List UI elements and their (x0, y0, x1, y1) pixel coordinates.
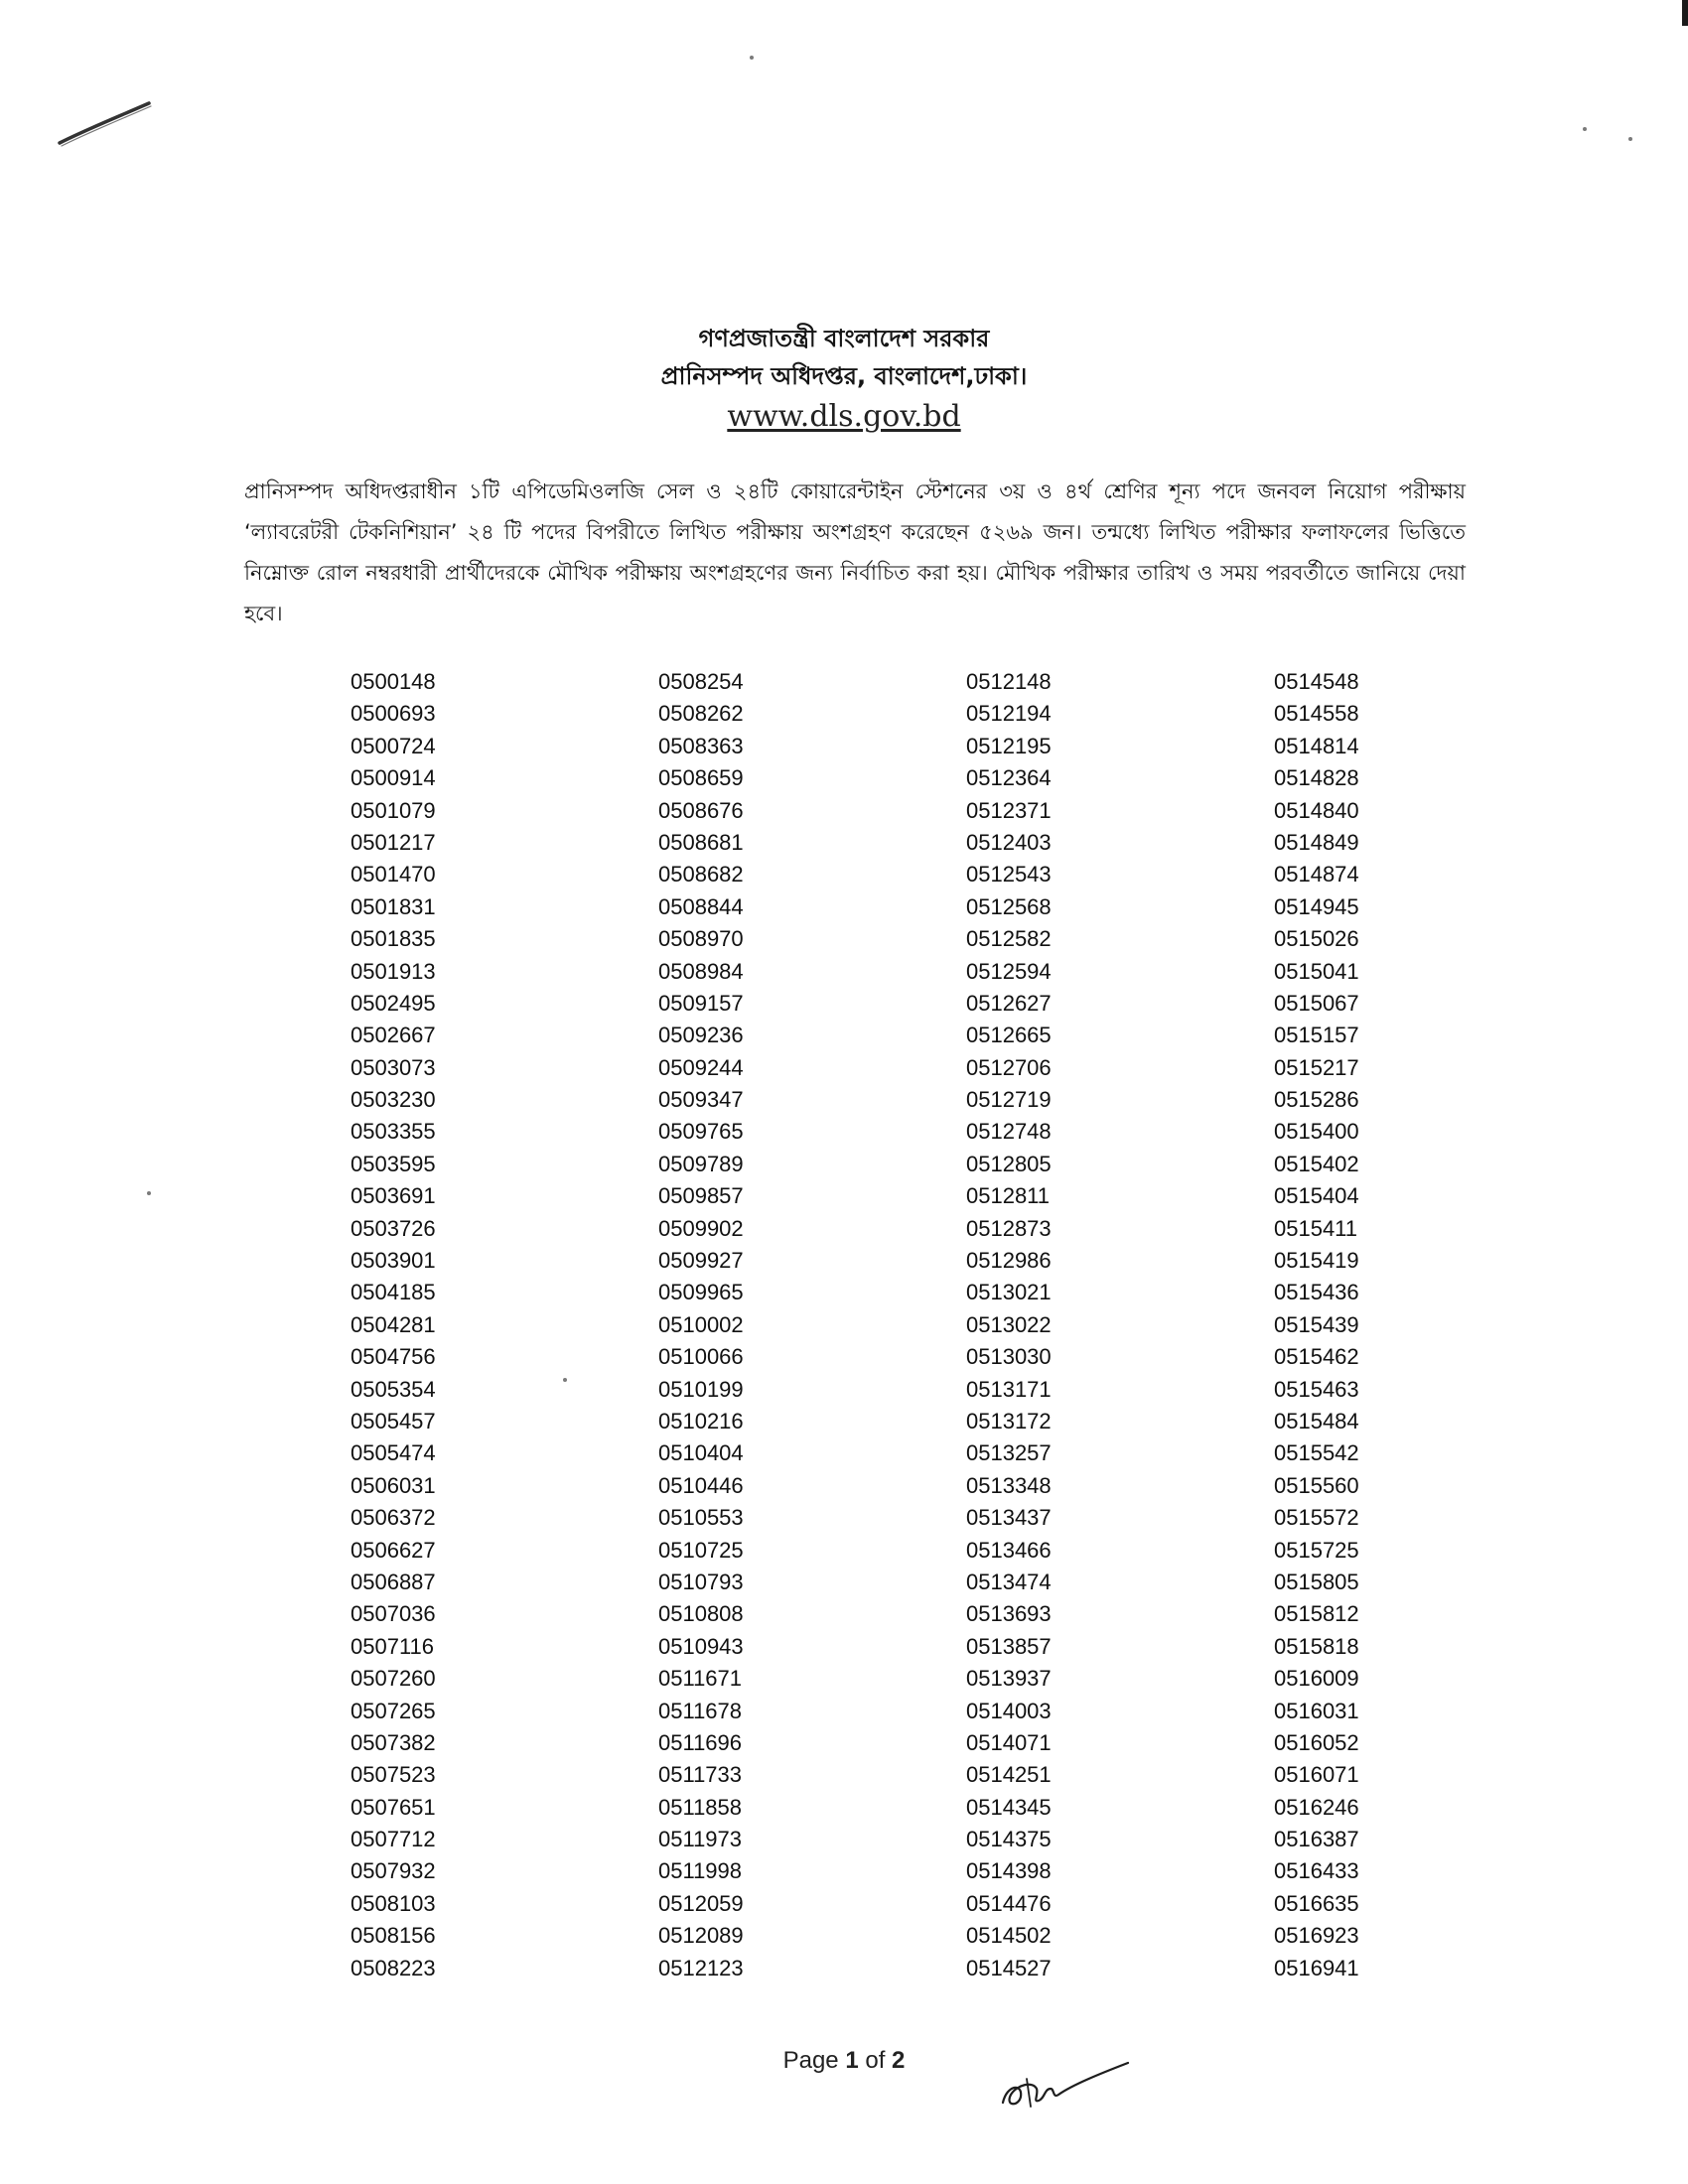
scan-speck (147, 1191, 151, 1195)
roll-number: 0508156 (351, 1923, 436, 1949)
roll-number: 0512059 (658, 1890, 744, 1916)
website-link[interactable]: www.dls.gov.bd (727, 399, 961, 434)
roll-number: 0503901 (351, 1248, 436, 1274)
roll-number: 0508363 (658, 733, 744, 758)
roll-number: 0509157 (658, 990, 744, 1016)
roll-number: 0514945 (1274, 893, 1359, 919)
roll-number: 0515404 (1274, 1183, 1359, 1209)
roll-number: 0509927 (658, 1248, 744, 1274)
page-current: 1 (845, 2047, 859, 2074)
roll-number: 0513466 (966, 1537, 1052, 1563)
roll-number: 0511733 (658, 1762, 743, 1788)
roll-number: 0509244 (658, 1054, 744, 1080)
roll-number: 0509857 (658, 1183, 744, 1209)
roll-number: 0507932 (351, 1858, 436, 1884)
roll-number: 0510002 (658, 1311, 744, 1337)
roll-number: 0512627 (966, 990, 1052, 1016)
roll-number: 0501079 (351, 797, 436, 823)
roll-number: 0508844 (658, 893, 744, 919)
roll-number: 0514251 (966, 1762, 1052, 1788)
roll-number: 0515400 (1274, 1119, 1359, 1145)
roll-number: 0513857 (966, 1633, 1052, 1659)
roll-number: 0515805 (1274, 1569, 1359, 1594)
roll-number: 0504185 (351, 1280, 436, 1305)
page-footer (0, 2047, 1688, 2075)
roll-number: 0511671 (658, 1666, 743, 1692)
roll-number: 0512582 (966, 926, 1052, 952)
roll-number: 0514345 (966, 1794, 1052, 1820)
scan-speck (1583, 127, 1587, 131)
roll-number: 0515157 (1274, 1023, 1359, 1048)
roll-number: 0514527 (966, 1955, 1052, 1980)
roll-number: 0509347 (658, 1087, 744, 1113)
roll-number: 0514828 (1274, 765, 1359, 791)
roll-number: 0500914 (351, 765, 436, 791)
roll-number: 0501913 (351, 958, 436, 984)
roll-number: 0514814 (1274, 733, 1359, 758)
roll-number: 0511858 (658, 1794, 743, 1820)
roll-number: 0510216 (658, 1408, 744, 1433)
roll-number: 0510793 (658, 1569, 744, 1594)
roll-number: 0515462 (1274, 1344, 1359, 1370)
roll-number: 0513348 (966, 1472, 1052, 1498)
roll-number: 0509789 (658, 1151, 744, 1176)
roll-number: 0513172 (966, 1408, 1052, 1433)
roll-number: 0515818 (1274, 1633, 1359, 1659)
roll-number: 0512194 (966, 701, 1052, 727)
roll-number: 0515484 (1274, 1408, 1359, 1433)
roll-number: 0512706 (966, 1054, 1052, 1080)
roll-number: 0512986 (966, 1248, 1052, 1274)
roll-number: 0501835 (351, 926, 436, 952)
roll-number: 0509236 (658, 1023, 744, 1048)
roll-number: 0512568 (966, 893, 1052, 919)
roll-number: 0502667 (351, 1023, 436, 1048)
roll-number: 0514398 (966, 1858, 1052, 1884)
notice-paragraph: প্রানিসম্পদ অধিদপ্তরাধীন ১টি এপিডেমিওলজি সেল ও ২৪টি কোয়ারেন্টাইন স্টেশনের ৩য় ও ৪র্থ শ্রেণির শূন্য পদে জনবল নিয়োগ পরীক্ষায় ‘ল্যাবরেটরী টেকনিশিয়ান’ ২৪ টি পদের বিপরীতে লিখিত পরীক্ষায় অংশগ্রহণ করেছেন ৫২৬৯ জন। তন্মধ্যে লিখিত পরীক্ষার ফলাফলের ভিত্তিতে নিম্নোক্ত রোল নম্বরধারী প্রার্থীদেরকে মৌখিক পরীক্ষায় অংশগ্রহণের জন্য নির্বাচিত করা হয়। মৌখিক পরীক্ষার তারিখ ও সময় পরবর্তীতে জানিয়ে দেয়া হবে। (244, 479, 1466, 625)
roll-number: 0507712 (351, 1827, 436, 1852)
roll-number: 0515542 (1274, 1440, 1359, 1466)
roll-number: 0515067 (1274, 990, 1359, 1016)
page-word: Page (782, 2047, 839, 2074)
roll-number: 0515026 (1274, 926, 1359, 952)
roll-number: 0515572 (1274, 1505, 1359, 1531)
roll-number: 0515041 (1274, 958, 1359, 984)
roll-number: 0515725 (1274, 1537, 1359, 1563)
roll-number: 0509902 (658, 1215, 744, 1241)
roll-number: 0512719 (966, 1087, 1052, 1113)
roll-number: 0512148 (966, 669, 1052, 694)
roll-number: 0516635 (1274, 1890, 1359, 1916)
roll-number: 0510725 (658, 1537, 744, 1563)
roll-number: 0512594 (966, 958, 1052, 984)
roll-number: 0500724 (351, 733, 436, 758)
roll-number: 0502495 (351, 990, 436, 1016)
roll-number: 0504281 (351, 1311, 436, 1337)
roll-number: 0513022 (966, 1311, 1052, 1337)
roll-number: 0506031 (351, 1472, 436, 1498)
roll-column (658, 666, 966, 1984)
roll-number: 0511696 (658, 1729, 743, 1755)
roll-number: 0514071 (966, 1729, 1052, 1755)
roll-number: 0516941 (1274, 1955, 1359, 1980)
roll-number: 0511998 (658, 1858, 743, 1884)
roll-number: 0513474 (966, 1569, 1052, 1594)
of-word: of (865, 2047, 886, 2074)
roll-number: 0503230 (351, 1087, 436, 1113)
roll-number: 0507036 (351, 1601, 436, 1627)
roll-number: 0508970 (658, 926, 744, 952)
roll-number: 0504756 (351, 1344, 436, 1370)
letterhead (0, 320, 1688, 439)
roll-number: 0507382 (351, 1729, 436, 1755)
roll-number: 0508659 (658, 765, 744, 791)
roll-number: 0514874 (1274, 862, 1359, 887)
roll-column (1274, 666, 1443, 1984)
roll-number: 0507651 (351, 1794, 436, 1820)
roll-column (966, 666, 1274, 1984)
roll-number: 0512123 (658, 1955, 744, 1980)
roll-number: 0512195 (966, 733, 1052, 758)
roll-number: 0514548 (1274, 669, 1359, 694)
roll-number: 0516071 (1274, 1762, 1359, 1788)
roll-number: 0509765 (658, 1119, 744, 1145)
government-title: গণপ্রজাতন্ত্রী বাংলাদেশ সরকার (698, 325, 990, 352)
roll-number: 0515812 (1274, 1601, 1359, 1627)
roll-number: 0501470 (351, 862, 436, 887)
roll-number: 0515439 (1274, 1311, 1359, 1337)
roll-number: 0503726 (351, 1215, 436, 1241)
roll-number: 0511678 (658, 1698, 743, 1723)
roll-number: 0513021 (966, 1280, 1052, 1305)
roll-number: 0516433 (1274, 1858, 1359, 1884)
roll-number: 0516009 (1274, 1666, 1359, 1692)
roll-number: 0500148 (351, 669, 436, 694)
roll-number: 0503595 (351, 1151, 436, 1176)
roll-number: 0516052 (1274, 1729, 1359, 1755)
roll-number: 0512089 (658, 1923, 744, 1949)
roll-number: 0512665 (966, 1023, 1052, 1048)
scan-speck (1628, 137, 1632, 141)
roll-number: 0505474 (351, 1440, 436, 1466)
roll-number: 0513937 (966, 1666, 1052, 1692)
roll-number: 0512748 (966, 1119, 1052, 1145)
roll-number-list (351, 666, 1443, 1984)
roll-number: 0516246 (1274, 1794, 1359, 1820)
roll-number: 0508984 (658, 958, 744, 984)
roll-number: 0516387 (1274, 1827, 1359, 1852)
roll-number: 0509965 (658, 1280, 744, 1305)
roll-number: 0514849 (1274, 829, 1359, 855)
roll-number: 0512873 (966, 1215, 1052, 1241)
roll-number: 0511973 (658, 1827, 743, 1852)
roll-number: 0515560 (1274, 1472, 1359, 1498)
scan-speck (750, 56, 754, 60)
roll-number: 0514476 (966, 1890, 1052, 1916)
roll-number: 0514840 (1274, 797, 1359, 823)
roll-number: 0503691 (351, 1183, 436, 1209)
roll-number: 0514375 (966, 1827, 1052, 1852)
roll-number: 0513693 (966, 1601, 1052, 1627)
handwritten-signature (993, 2045, 1132, 2115)
roll-number: 0510066 (658, 1344, 744, 1370)
roll-number: 0515402 (1274, 1151, 1359, 1176)
roll-number: 0505354 (351, 1376, 436, 1402)
scan-edge-mark (1682, 0, 1688, 26)
roll-number: 0508676 (658, 797, 744, 823)
roll-number: 0512403 (966, 829, 1052, 855)
roll-number: 0508254 (658, 669, 744, 694)
roll-number: 0510808 (658, 1601, 744, 1627)
pen-stroke-mark (58, 99, 157, 149)
roll-number: 0506627 (351, 1537, 436, 1563)
roll-number: 0507523 (351, 1762, 436, 1788)
roll-number: 0503073 (351, 1054, 436, 1080)
roll-number: 0515463 (1274, 1376, 1359, 1402)
roll-number: 0506887 (351, 1569, 436, 1594)
roll-number: 0501831 (351, 893, 436, 919)
roll-number: 0506372 (351, 1505, 436, 1531)
roll-number: 0512543 (966, 862, 1052, 887)
roll-number: 0514558 (1274, 701, 1359, 727)
roll-number: 0500693 (351, 701, 436, 727)
roll-number: 0515217 (1274, 1054, 1359, 1080)
roll-number: 0516923 (1274, 1923, 1359, 1949)
roll-number: 0505457 (351, 1408, 436, 1433)
roll-number: 0513437 (966, 1505, 1052, 1531)
roll-number: 0514003 (966, 1698, 1052, 1723)
roll-number: 0508262 (658, 701, 744, 727)
roll-number: 0507260 (351, 1666, 436, 1692)
roll-number: 0514502 (966, 1923, 1052, 1949)
roll-number: 0508682 (658, 862, 744, 887)
roll-number: 0512805 (966, 1151, 1052, 1176)
roll-number: 0510199 (658, 1376, 744, 1402)
roll-number: 0501217 (351, 829, 436, 855)
roll-number: 0507116 (351, 1633, 435, 1659)
roll-number: 0513030 (966, 1344, 1052, 1370)
roll-number: 0512371 (966, 797, 1052, 823)
roll-number: 0510446 (658, 1472, 744, 1498)
roll-column (351, 666, 658, 1984)
roll-number: 0503355 (351, 1119, 436, 1145)
roll-number: 0515411 (1274, 1215, 1358, 1241)
roll-number: 0508223 (351, 1955, 436, 1980)
roll-number: 0510404 (658, 1440, 744, 1466)
roll-number: 0515436 (1274, 1280, 1359, 1305)
roll-number: 0515286 (1274, 1087, 1359, 1113)
roll-number: 0510943 (658, 1633, 744, 1659)
roll-number: 0508103 (351, 1890, 436, 1916)
roll-number: 0513171 (966, 1376, 1052, 1402)
roll-number: 0508681 (658, 829, 744, 855)
roll-number: 0512811 (966, 1183, 1051, 1209)
roll-number: 0512364 (966, 765, 1052, 791)
roll-number: 0516031 (1274, 1698, 1359, 1723)
department-title: প্রানিসম্পদ অধিদপ্তর, বাংলাদেশ,ঢাকা। (660, 362, 1028, 390)
roll-number: 0515419 (1274, 1248, 1359, 1274)
page-total: 2 (892, 2047, 906, 2074)
roll-number: 0507265 (351, 1698, 436, 1723)
roll-number: 0513257 (966, 1440, 1052, 1466)
roll-number: 0510553 (658, 1505, 744, 1531)
